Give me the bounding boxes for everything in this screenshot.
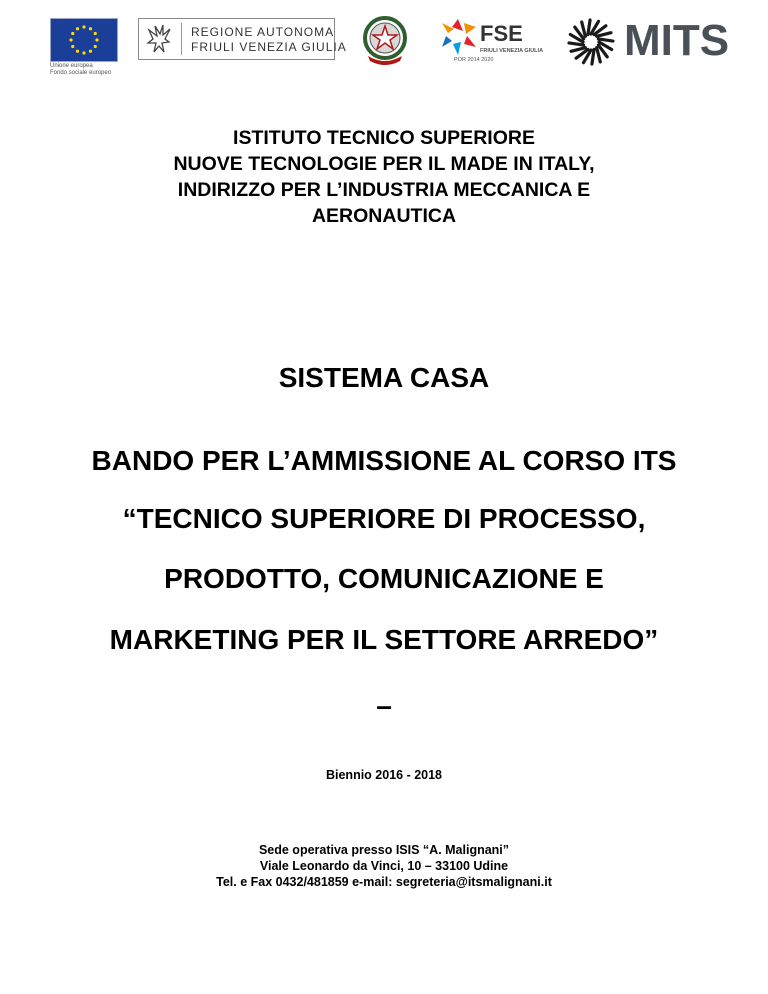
course-title-line2: PRODOTTO, COMUNICAZIONE E <box>164 563 604 594</box>
mits-burst-stroke <box>571 48 585 52</box>
eu-caption-line1: Unione europea <box>50 63 93 69</box>
mits-logo <box>566 16 730 67</box>
institute-line4: AERONAUTICA <box>311 205 457 227</box>
region-line2: FRIULI VENEZIA GIULIA <box>191 40 347 54</box>
eu-star-icon <box>82 51 85 54</box>
fse-sub2: POR 2014 2020 <box>454 57 494 63</box>
mits-burst-stroke <box>588 20 590 35</box>
fse-star-icon <box>440 17 480 57</box>
eu-star-icon <box>89 27 92 30</box>
eu-caption <box>50 63 111 77</box>
eu-star-icon <box>76 50 79 53</box>
fse-word: FSE <box>480 21 523 46</box>
mits-burst-icon <box>566 17 616 67</box>
mits-word: MITS <box>624 16 730 65</box>
eu-star-icon <box>76 27 79 30</box>
institute-line3: INDIRIZZO PER L’INDUSTRIA MECCANICA E <box>177 179 591 201</box>
eu-star-icon <box>69 38 72 41</box>
eu-star-icon <box>71 32 74 35</box>
region-fvg-logo <box>138 18 347 60</box>
contact-block <box>0 842 768 890</box>
eu-star-icon <box>95 38 98 41</box>
mits-burst-stroke <box>597 33 611 37</box>
contact-tel: Tel. e Fax 0432/481859 e-mail: segreteria@itsmalignani.it <box>216 875 552 889</box>
eu-caption-line2: Fondo sociale europeo <box>50 70 112 76</box>
italian-republic-emblem-icon <box>358 12 412 70</box>
mits-burst-stroke <box>592 49 594 64</box>
course-title-line3: MARKETING PER IL SETTORE ARREDO” <box>109 624 659 655</box>
eu-star-icon <box>89 50 92 53</box>
title-dash: – <box>376 690 392 721</box>
logo-bar <box>0 0 768 80</box>
eu-logo <box>50 18 118 76</box>
eu-star-icon <box>94 45 97 48</box>
eagle-icon <box>143 22 175 56</box>
fse-logo <box>440 15 544 67</box>
eu-star-icon <box>94 32 97 35</box>
system-title: SISTEMA CASA <box>278 362 490 393</box>
mits-burst-stroke <box>582 22 586 36</box>
eu-star-icon <box>82 25 85 28</box>
contact-sede: Sede operativa presso ISIS “A. Malignani” <box>258 843 510 857</box>
mits-burst-stroke <box>569 43 584 45</box>
bando-title: BANDO PER L’AMMISSIONE AL CORSO ITS <box>91 445 677 476</box>
mits-burst-stroke <box>597 48 601 62</box>
region-divider <box>181 23 182 55</box>
institute-line1: ISTITUTO TECNICO SUPERIORE <box>233 127 535 149</box>
mits-burst-stroke <box>598 39 613 41</box>
region-line1: REGIONE AUTONOMA <box>191 25 335 39</box>
fse-sub: FRIULI VENEZIA GIULIA <box>480 48 544 54</box>
contact-address: Viale Leonardo da Vinci, 10 – 33100 Udine <box>259 859 509 873</box>
institute-line2: NUOVE TECNOLOGIE PER IL MADE IN ITALY, <box>173 153 595 175</box>
institute-heading <box>0 125 768 229</box>
eu-star-icon <box>71 45 74 48</box>
biennio-label: Biennio 2016 - 2018 <box>325 768 443 782</box>
eu-flag-icon <box>50 18 118 62</box>
course-title-line1: “TECNICO SUPERIORE DI PROCESSO, <box>122 503 646 534</box>
